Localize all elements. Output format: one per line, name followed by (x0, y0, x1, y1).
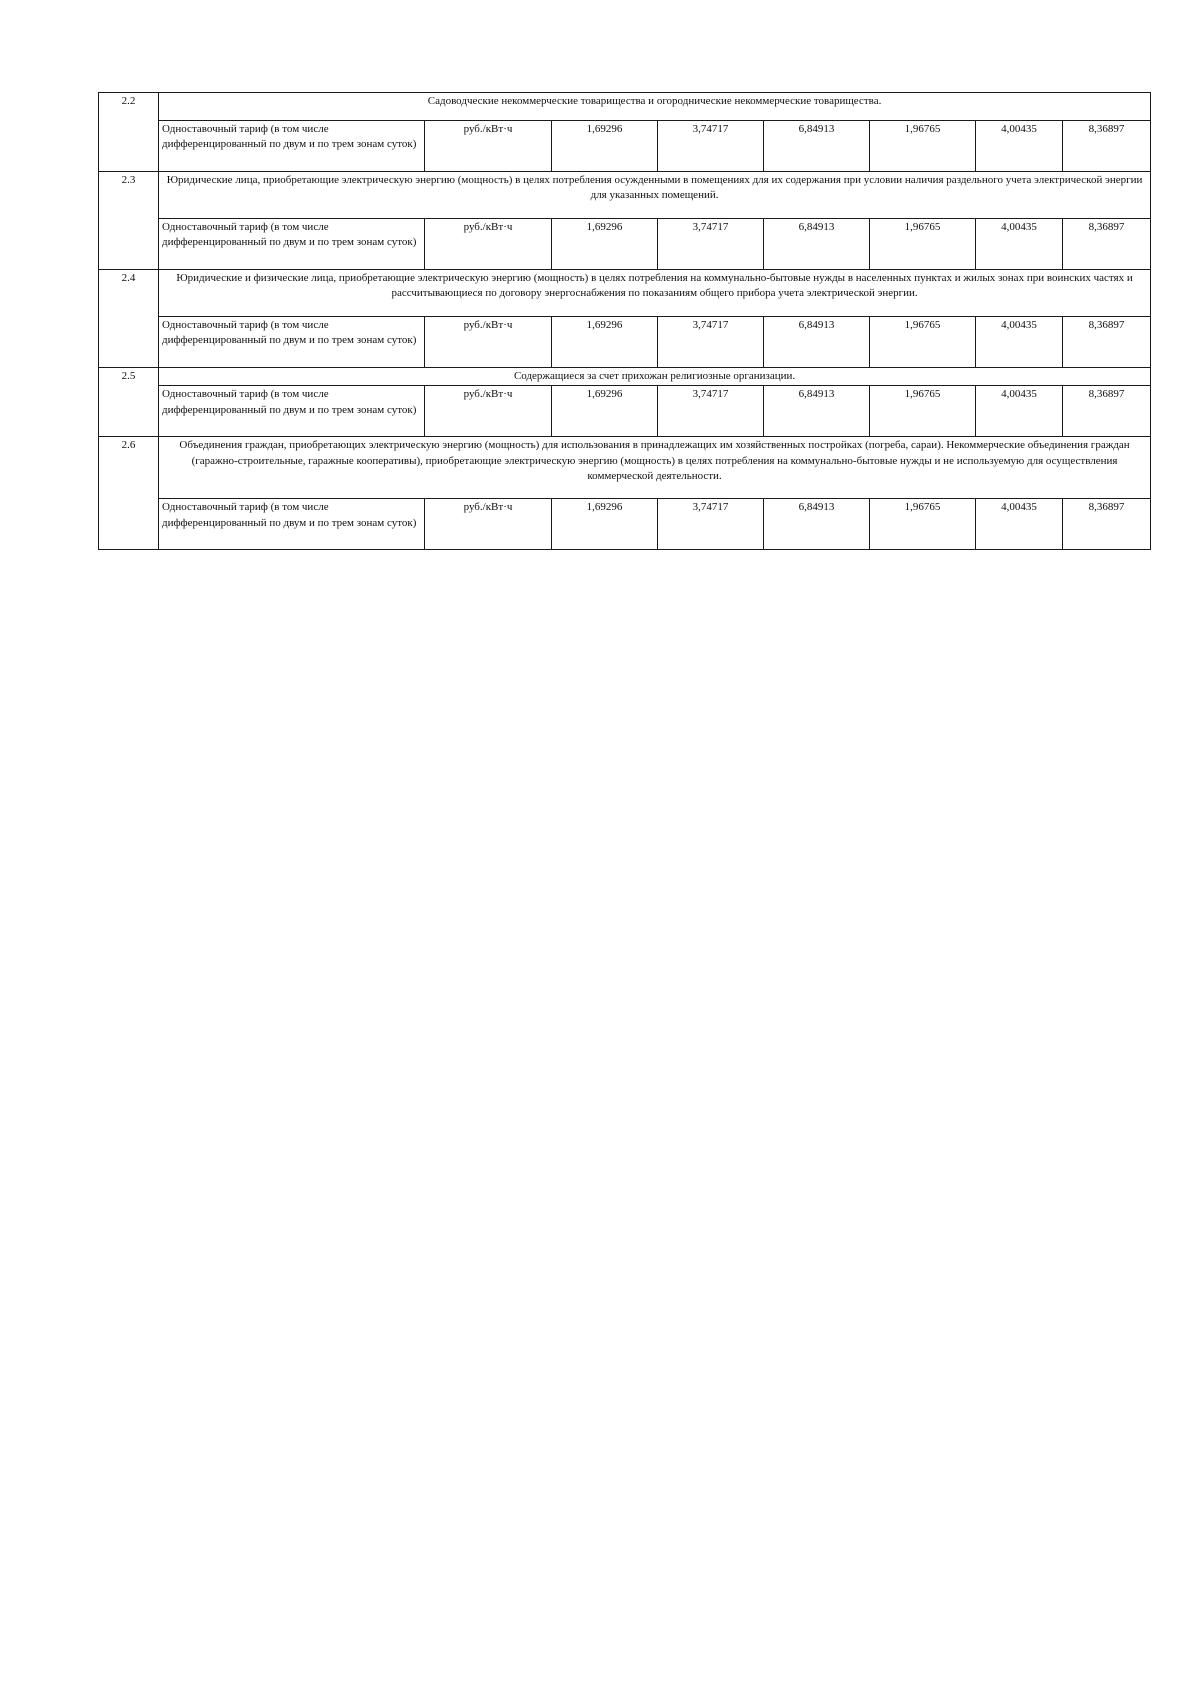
tariff-value: 6,84913 (764, 386, 870, 437)
tariff-value: 4,00435 (976, 219, 1063, 270)
section-header-row (99, 270, 1151, 317)
tariff-unit: руб./кВт·ч (425, 317, 552, 368)
section-header-row (99, 93, 1151, 121)
tariff-value: 4,00435 (976, 317, 1063, 368)
tariff-value: 1,69296 (552, 317, 658, 368)
tariff-unit: руб./кВт·ч (425, 499, 552, 550)
tariff-value: 6,84913 (764, 121, 870, 172)
tariff-value: 3,74717 (658, 386, 764, 437)
tariff-table (98, 92, 1151, 550)
tariff-value: 8,36897 (1063, 386, 1151, 437)
tariff-row (99, 499, 1151, 550)
tariff-value: 6,84913 (764, 499, 870, 550)
tariff-value: 4,00435 (976, 386, 1063, 437)
tariff-unit: руб./кВт·ч (425, 219, 552, 270)
tariff-value: 3,74717 (658, 121, 764, 172)
tariff-value: 1,96765 (870, 121, 976, 172)
tariff-label: Одноставочный тариф (в том числе дифференцированный по двум и по трем зонам суток) (159, 219, 425, 270)
tariff-value: 3,74717 (658, 499, 764, 550)
tariff-value: 3,74717 (658, 219, 764, 270)
tariff-label: Одноставочный тариф (в том числе дифференцированный по двум и по трем зонам суток) (159, 499, 425, 550)
tariff-value: 8,36897 (1063, 499, 1151, 550)
tariff-value: 8,36897 (1063, 317, 1151, 368)
section-number: 2.2 (99, 93, 159, 172)
tariff-value: 1,96765 (870, 499, 976, 550)
section-number: 2.3 (99, 172, 159, 270)
tariff-value: 1,69296 (552, 219, 658, 270)
tariff-value: 1,69296 (552, 499, 658, 550)
tariff-label: Одноставочный тариф (в том числе дифференцированный по двум и по трем зонам суток) (159, 121, 425, 172)
tariff-value: 1,69296 (552, 386, 658, 437)
tariff-label: Одноставочный тариф (в том числе дифференцированный по двум и по трем зонам суток) (159, 317, 425, 368)
tariff-value: 1,69296 (552, 121, 658, 172)
section-number: 2.6 (99, 437, 159, 550)
tariff-row (99, 317, 1151, 368)
tariff-value: 3,74717 (658, 317, 764, 368)
section-description: Содержащиеся за счет прихожан религиозные организации. (159, 368, 1151, 386)
tariff-row (99, 386, 1151, 437)
tariff-value: 1,96765 (870, 317, 976, 368)
section-header-row (99, 172, 1151, 219)
section-description: Юридические лица, приобретающие электрическую энергию (мощность) в целях потребления осужденными в помещениях для их содержания при условии наличия раздельного учета электрической энергии для указанных помещений. (159, 172, 1151, 219)
tariff-unit: руб./кВт·ч (425, 386, 552, 437)
tariff-value: 1,96765 (870, 219, 976, 270)
tariff-value: 1,96765 (870, 386, 976, 437)
tariff-value: 6,84913 (764, 317, 870, 368)
tariff-value: 4,00435 (976, 499, 1063, 550)
tariff-row (99, 219, 1151, 270)
section-description: Садоводческие некоммерческие товарищества и огороднические некоммерческие товарищества. (159, 93, 1151, 121)
section-header-row (99, 437, 1151, 499)
section-description: Объединения граждан, приобретающих электрическую энергию (мощность) для использования в принадлежащих им хозяйственных постройках (погреба, сараи). Некоммерческие объединения граждан (гаражно-строительные, гаражные кооперативы), приобретающие электрическую энергию (мощность) в целях потребления на коммунально-бытовые нужды и не используемую для осуществления коммерческой деятельности. (159, 437, 1151, 499)
tariff-value: 4,00435 (976, 121, 1063, 172)
tariff-value: 8,36897 (1063, 219, 1151, 270)
tariff-value: 8,36897 (1063, 121, 1151, 172)
section-header-row (99, 368, 1151, 386)
tariff-row (99, 121, 1151, 172)
section-number: 2.4 (99, 270, 159, 368)
tariff-label: Одноставочный тариф (в том числе дифференцированный по двум и по трем зонам суток) (159, 386, 425, 437)
tariff-unit: руб./кВт·ч (425, 121, 552, 172)
section-description: Юридические и физические лица, приобретающие электрическую энергию (мощность) в целях потребления на коммунально-бытовые нужды в населенных пунктах и жилых зонах при воинских частях и рассчитывающиеся по договору энергоснабжения по показаниям общего прибора учета электрической энергии. (159, 270, 1151, 317)
tariff-value: 6,84913 (764, 219, 870, 270)
section-number: 2.5 (99, 368, 159, 437)
